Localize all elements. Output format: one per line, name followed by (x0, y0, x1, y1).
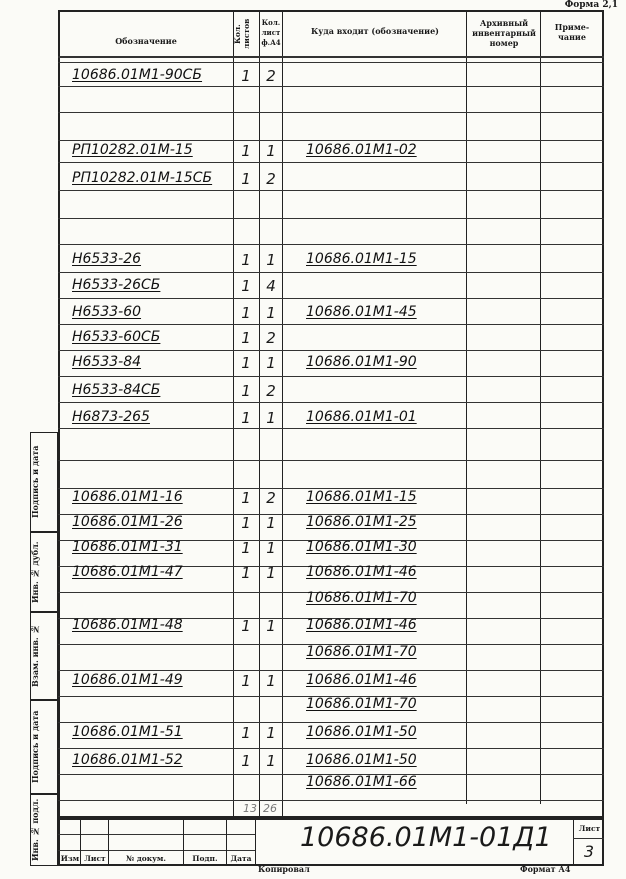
cell-sheet-count: 1 (241, 142, 251, 160)
cell-used-in: 10686.01М1-25 (306, 514, 417, 530)
cell-designation: Н6533-26СБ (72, 277, 161, 293)
cell-used-in: 10686.01М1-70 (306, 696, 417, 712)
cell-sheet-count: 1 (241, 672, 251, 690)
cell-designation: 10686.01М1-90СБ (72, 67, 203, 83)
stamp-col-date: Дата (230, 854, 252, 863)
row-line (58, 244, 604, 245)
side-label-sign-date: Подпись и дата (30, 445, 40, 519)
cell-used-in: 10686.01М1-70 (306, 590, 417, 606)
header-sheet-count: Кол. листов (233, 18, 251, 50)
cell-a4-count: 1 (266, 539, 276, 557)
cell-designation: Н6533-84 (72, 354, 142, 370)
row-line (58, 62, 604, 63)
cell-sheet-count: 1 (241, 724, 251, 742)
side-label-sign-date-2: Подпись и дата (30, 710, 40, 784)
cell-designation: Н6533-84СБ (72, 382, 161, 398)
total-sheets: 13 (243, 802, 257, 815)
cell-used-in: 10686.01М1-02 (306, 142, 417, 158)
sheet-number: 3 (583, 842, 595, 861)
row-line (58, 428, 604, 429)
form-label: Форма 2,1 (564, 0, 618, 10)
cell-a4-count: 1 (266, 251, 276, 269)
cell-a4-count: 1 (266, 514, 276, 532)
cell-used-in: 10686.01М1-50 (306, 752, 417, 768)
cell-used-in: 10686.01М1-90 (306, 354, 417, 370)
cell-sheet-count: 1 (241, 409, 251, 427)
stamp-col-sign: Подп. (192, 854, 218, 863)
cell-a4-count: 1 (266, 354, 276, 372)
cell-designation: 10686.01М1-47 (72, 564, 183, 580)
row-line (58, 298, 604, 299)
cell-used-in: 10686.01М1-66 (306, 774, 417, 790)
title-divider (573, 838, 604, 839)
cell-a4-count: 4 (266, 277, 276, 295)
row-line (58, 350, 604, 351)
cell-a4-count: 1 (266, 304, 276, 322)
cell-sheet-count: 1 (241, 277, 251, 295)
cell-sheet-count: 1 (241, 67, 251, 85)
cell-designation: Н6533-60СБ (72, 329, 161, 345)
cell-a4-count: 2 (266, 67, 276, 85)
side-label-dup-inv: Инв. № дубл. (30, 541, 40, 603)
row-line (58, 272, 604, 273)
row-line (58, 324, 604, 325)
row-line (58, 402, 604, 403)
row-line (58, 460, 604, 461)
title-divider (183, 818, 184, 866)
cell-used-in: 10686.01М1-50 (306, 724, 417, 740)
row-line (58, 140, 604, 141)
cell-used-in: 10686.01М1-46 (306, 617, 417, 633)
cell-used-in: 10686.01М1-15 (306, 251, 417, 267)
cell-designation: 10686.01М1-26 (72, 514, 183, 530)
cell-used-in: 10686.01М1-30 (306, 539, 417, 555)
cell-used-in: 10686.01М1-70 (306, 644, 417, 660)
cell-sheet-count: 1 (241, 251, 251, 269)
cell-designation: 10686.01М1-31 (72, 539, 183, 555)
row-line (58, 376, 604, 377)
row-line (58, 162, 604, 163)
cell-designation: 10686.01М1-52 (72, 752, 183, 768)
cell-used-in: 10686.01М1-15 (306, 489, 417, 505)
row-line (58, 112, 604, 113)
total-a4: 26 (263, 802, 277, 815)
document-code: 10686.01М1-01Д1 (300, 822, 552, 853)
cell-designation: Н6533-26 (72, 251, 142, 267)
cell-a4-count: 2 (266, 489, 276, 507)
footer-format: Формат А4 (520, 864, 571, 874)
cell-used-in: 10686.01М1-01 (306, 409, 417, 425)
title-divider (255, 818, 256, 866)
cell-sheet-count: 1 (241, 489, 251, 507)
header-rule (58, 56, 604, 58)
cell-sheet-count: 1 (241, 539, 251, 557)
col-divider (540, 10, 541, 804)
cell-sheet-count: 1 (241, 170, 251, 188)
cell-sheet-count: 1 (241, 382, 251, 400)
cell-a4-count: 1 (266, 752, 276, 770)
title-divider (80, 818, 81, 866)
row-line (58, 748, 604, 749)
sheet-label: Лист (578, 824, 601, 833)
cell-used-in: 10686.01М1-46 (306, 564, 417, 580)
cell-sheet-count: 1 (241, 304, 251, 322)
cell-designation: РП10282.01М-15СБ (72, 170, 213, 186)
row-line (58, 218, 604, 219)
cell-sheet-count: 1 (241, 617, 251, 635)
cell-a4-count: 2 (266, 170, 276, 188)
cell-sheet-count: 1 (241, 752, 251, 770)
cell-a4-count: 1 (266, 724, 276, 742)
header-archive: Архивный инвентарный номер (472, 18, 536, 48)
cell-a4-count: 1 (266, 617, 276, 635)
row-line (58, 800, 604, 801)
cell-sheet-count: 1 (241, 329, 251, 347)
side-label-replace-inv: Взам. инв. № (30, 624, 40, 688)
cell-a4-count: 2 (266, 329, 276, 347)
cell-designation: 10686.01М1-48 (72, 617, 183, 633)
side-label-orig-inv: Инв. № подл. (30, 798, 40, 862)
cell-sheet-count: 1 (241, 354, 251, 372)
cell-designation: 10686.01М1-49 (72, 672, 183, 688)
cell-a4-count: 1 (266, 142, 276, 160)
cell-used-in: 10686.01М1-46 (306, 672, 417, 688)
cell-designation: 10686.01М1-51 (72, 724, 183, 740)
cell-designation: Н6873-265 (72, 409, 150, 425)
cell-a4-count: 1 (266, 564, 276, 582)
title-divider (108, 818, 109, 866)
col-divider (466, 10, 467, 804)
cell-designation: 10686.01М1-16 (72, 489, 183, 505)
stamp-col-doc: № докум. (125, 854, 167, 863)
row-line (58, 86, 604, 87)
header-used-in: Куда входит (обозначение) (311, 26, 439, 36)
cell-a4-count: 1 (266, 672, 276, 690)
cell-a4-count: 1 (266, 409, 276, 427)
stamp-col-sheet: Лист (84, 854, 106, 863)
header-designation: Обозначение (115, 36, 177, 46)
cell-used-in: 10686.01М1-45 (306, 304, 417, 320)
cell-sheet-count: 1 (241, 514, 251, 532)
footer-copied: Копировал (258, 864, 310, 874)
stamp-col-change: Изм (60, 854, 80, 863)
cell-designation: РП10282.01М-15 (72, 142, 193, 158)
row-line (58, 190, 604, 191)
cell-designation: Н6533-60 (72, 304, 142, 320)
title-divider (573, 818, 574, 866)
cell-a4-count: 2 (266, 382, 276, 400)
header-note: Приме- чание (554, 22, 590, 42)
row-line (58, 722, 604, 723)
header-a4-count: Кол. лист ф.А4 (261, 18, 281, 47)
cell-sheet-count: 1 (241, 564, 251, 582)
row-line (58, 670, 604, 671)
